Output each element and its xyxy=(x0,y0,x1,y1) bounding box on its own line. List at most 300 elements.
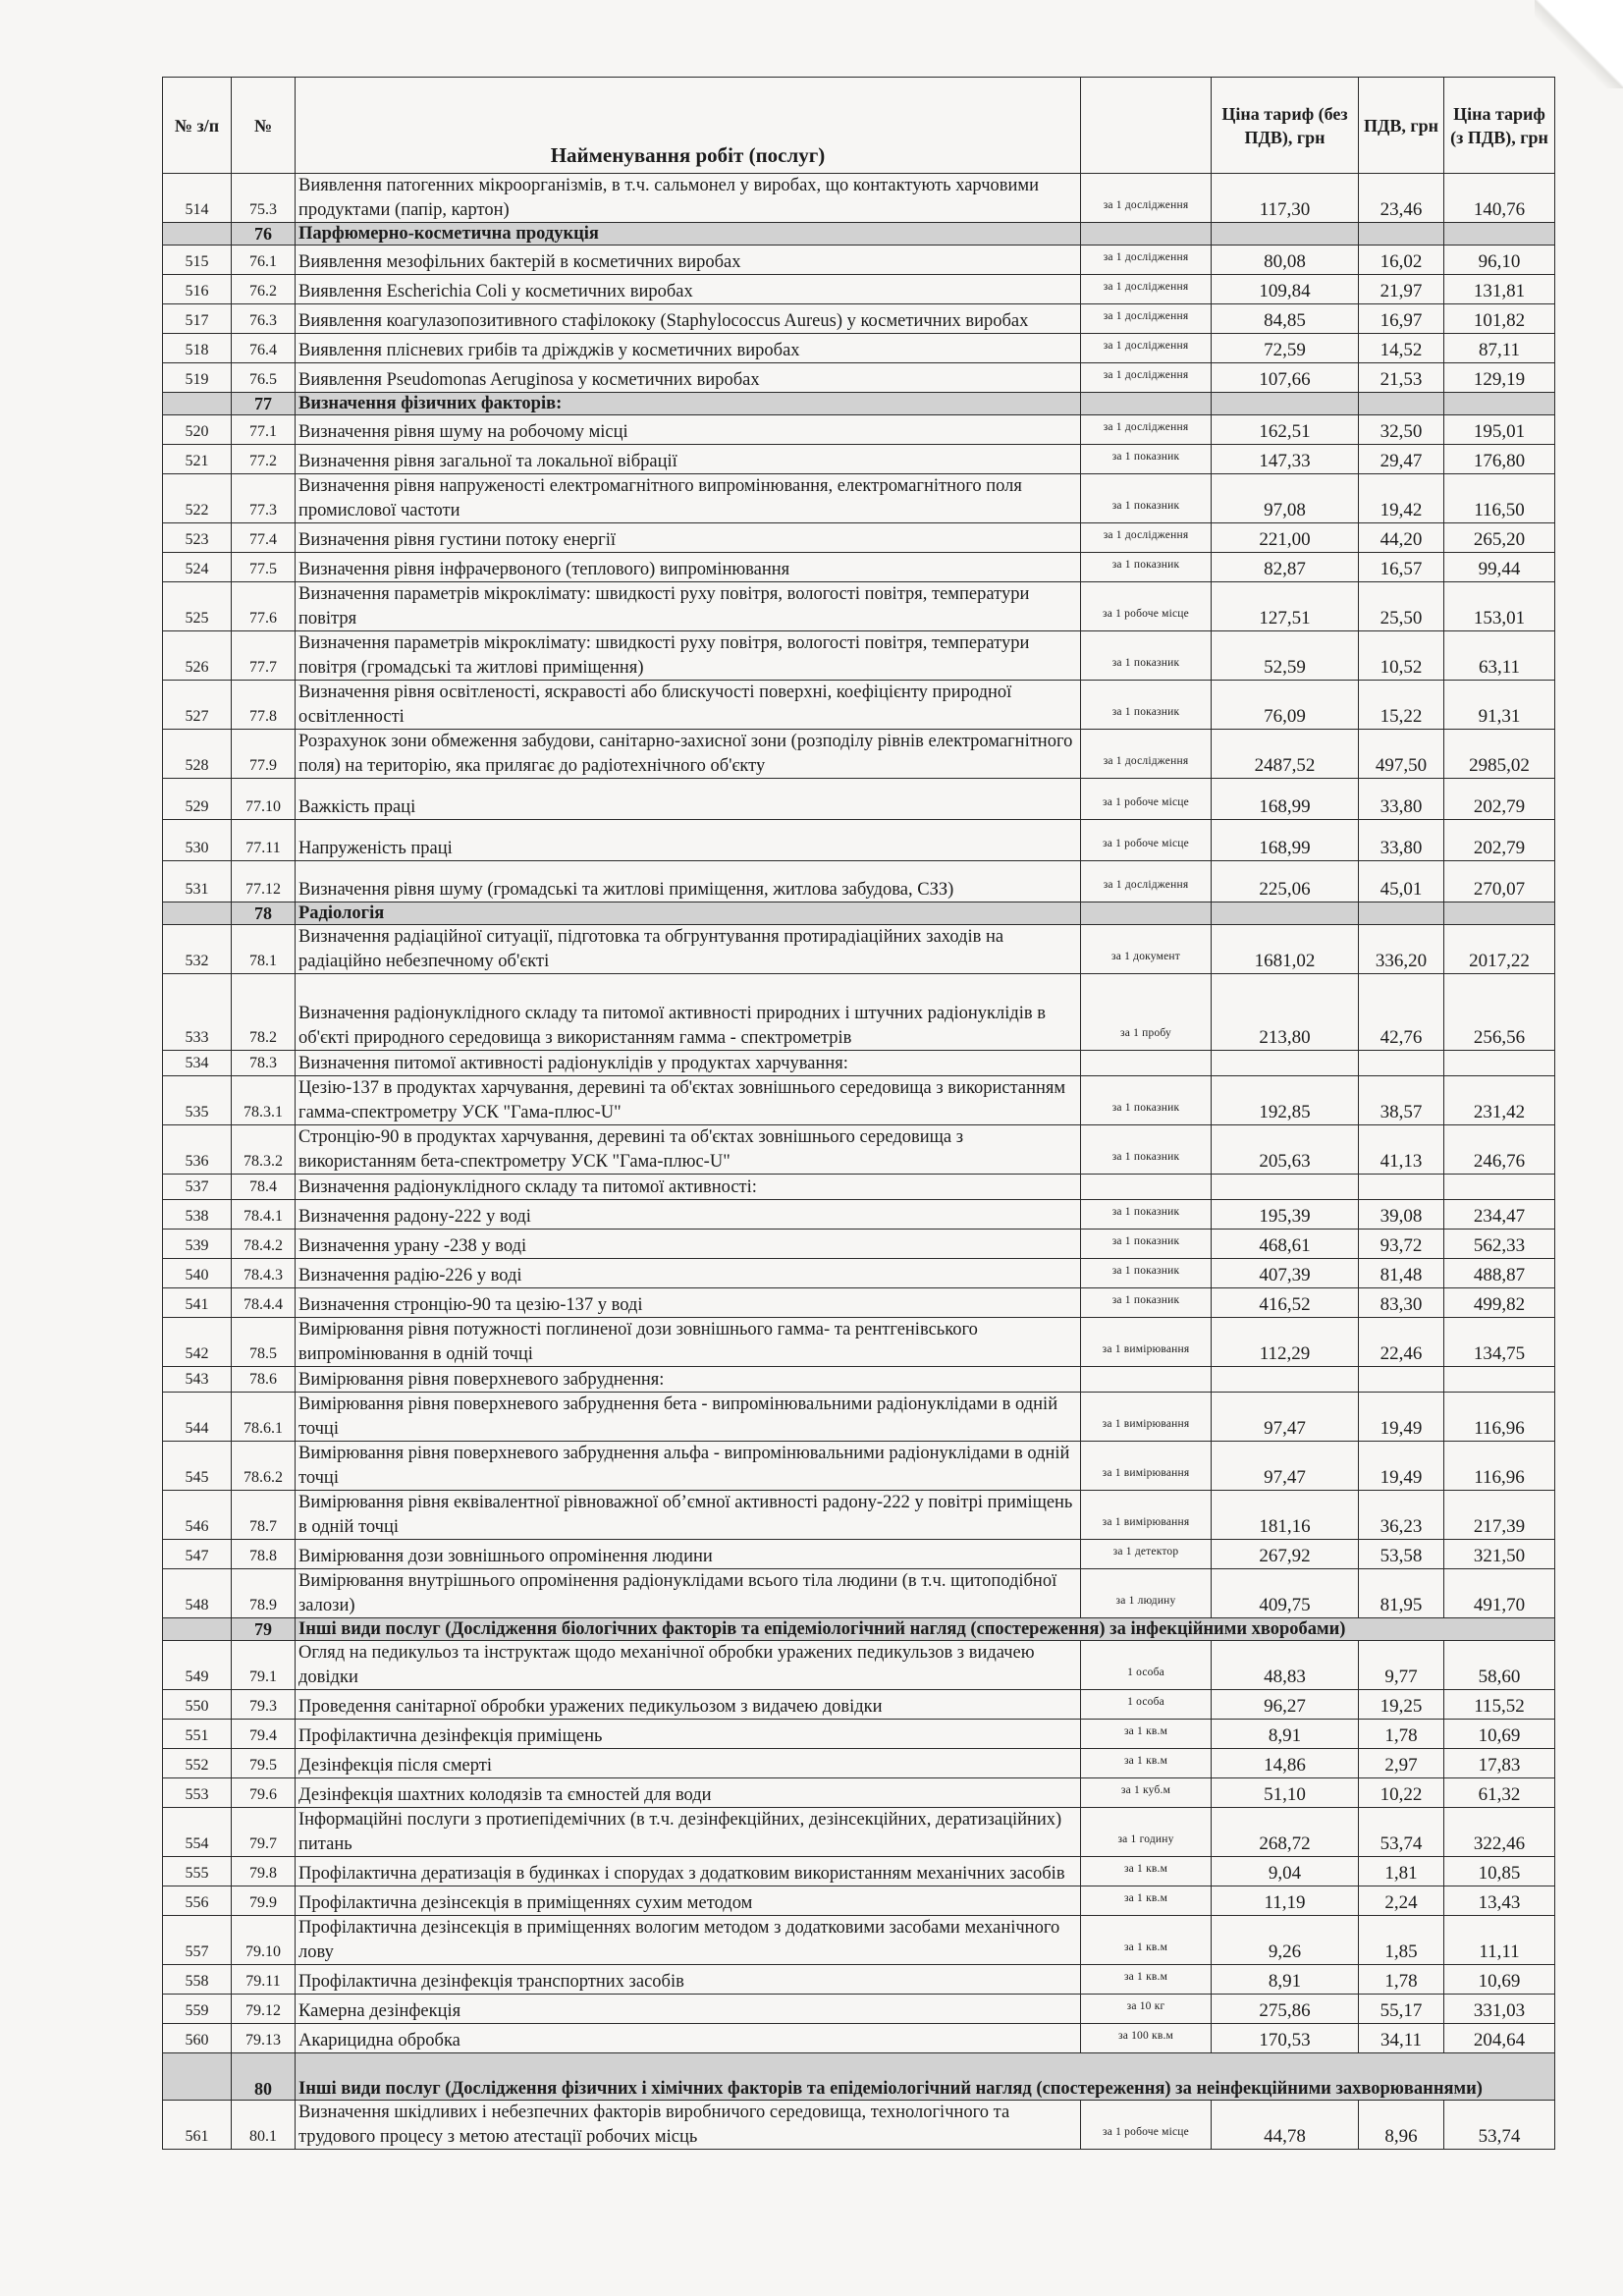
section-title: Парфюмерно-косметична продукція xyxy=(296,223,1081,246)
table-row xyxy=(163,779,1555,820)
row-vat: 1,85 xyxy=(1359,1916,1444,1965)
row-name: Акарицидна обробка xyxy=(296,2024,1081,2053)
row-total: 499,82 xyxy=(1444,1288,1555,1318)
row-code: 79.10 xyxy=(232,1916,296,1965)
row-vat: 1,78 xyxy=(1359,1720,1444,1749)
row-code: 78.6 xyxy=(232,1367,296,1393)
row-unit: за 1 показник xyxy=(1081,445,1212,474)
row-price: 170,53 xyxy=(1212,2024,1359,2053)
row-unit: за 1 показник xyxy=(1081,1076,1212,1125)
row-code: 78.4.3 xyxy=(232,1259,296,1288)
row-number: 518 xyxy=(163,334,232,363)
row-vat: 15,22 xyxy=(1359,681,1444,730)
row-vat: 45,01 xyxy=(1359,861,1444,902)
row-price: 9,04 xyxy=(1212,1857,1359,1886)
row-number: 556 xyxy=(163,1886,232,1916)
row-vat: 81,48 xyxy=(1359,1259,1444,1288)
row-code: 77.8 xyxy=(232,681,296,730)
table-row xyxy=(163,246,1555,275)
row-unit: за 1 показник xyxy=(1081,1200,1212,1230)
row-code: 76.3 xyxy=(232,304,296,334)
row-price: 14,86 xyxy=(1212,1749,1359,1778)
section-code: 76 xyxy=(232,223,296,246)
row-number: 548 xyxy=(163,1569,232,1618)
row-price: 82,87 xyxy=(1212,553,1359,582)
row-code: 79.13 xyxy=(232,2024,296,2053)
row-name: Визначення радону-222 у воді xyxy=(296,1200,1081,1230)
header-code: № xyxy=(232,78,296,174)
row-code: 79.8 xyxy=(232,1857,296,1886)
row-unit: за 1 показник xyxy=(1081,631,1212,681)
row-code: 79.7 xyxy=(232,1808,296,1857)
row-total: 488,87 xyxy=(1444,1259,1555,1288)
row-code: 76.4 xyxy=(232,334,296,363)
row-name: Визначення шкідливих і небезпечних факторів виробничого середовища, технологічного та трудового процесу з метою атестації робочих місць xyxy=(296,2101,1081,2150)
row-vat: 53,58 xyxy=(1359,1540,1444,1569)
row-number: 514 xyxy=(163,174,232,223)
row-name: Розрахунок зони обмеження забудови, санітарно-захисної зони (розподілу рівнів електромагнітного поля) на територію, яка прилягає до радіотехнічного об'єкту xyxy=(296,730,1081,779)
row-total: 11,11 xyxy=(1444,1916,1555,1965)
row-name: Проведення санітарної обробки уражених педикульозом з видачею довідки xyxy=(296,1690,1081,1720)
row-name: Профілактична дератизація в будинках і спорудах з додатковим використанням механічних засобів xyxy=(296,1857,1081,1886)
row-unit: за 1 вимірювання xyxy=(1081,1393,1212,1442)
row-total: 140,76 xyxy=(1444,174,1555,223)
row-name: Виявлення плісневих грибів та дріжджів у косметичних виробах xyxy=(296,334,1081,363)
row-name: Визначення рівня загальної та локальної вібрації xyxy=(296,445,1081,474)
row-unit: за 1 кв.м xyxy=(1081,1916,1212,1965)
row-number: 536 xyxy=(163,1125,232,1175)
row-price xyxy=(1212,1175,1359,1200)
section-empty-cell xyxy=(163,223,232,246)
table-row xyxy=(163,1175,1555,1200)
row-code: 78.8 xyxy=(232,1540,296,1569)
table-row xyxy=(163,730,1555,779)
section-title: Інші види послуг (Дослідження фізичних і хімічних факторів та епідеміологічний нагляд (спостереження) за неінфекційними захворюваннями) xyxy=(296,2053,1555,2101)
row-total: 270,07 xyxy=(1444,861,1555,902)
row-code: 79.5 xyxy=(232,1749,296,1778)
tariff-table xyxy=(162,77,1555,2150)
row-name: Вимірювання рівня еквівалентної рівноважної об’ємної активності радону-222 у повітрі приміщень в одній точці xyxy=(296,1491,1081,1540)
row-price: 51,10 xyxy=(1212,1778,1359,1808)
row-unit: за 1 показник xyxy=(1081,1288,1212,1318)
row-price: 168,99 xyxy=(1212,779,1359,820)
row-unit: за 1 показник xyxy=(1081,1259,1212,1288)
row-number: 522 xyxy=(163,474,232,523)
row-number: 547 xyxy=(163,1540,232,1569)
row-total: 491,70 xyxy=(1444,1569,1555,1618)
row-name: Виявлення Escherichia Coli у косметичних виробах xyxy=(296,275,1081,304)
row-code: 78.9 xyxy=(232,1569,296,1618)
row-price: 267,92 xyxy=(1212,1540,1359,1569)
row-code: 77.5 xyxy=(232,553,296,582)
table-header-row xyxy=(163,78,1555,174)
row-unit: за 1 показник xyxy=(1081,1125,1212,1175)
row-unit: за 1 кв.м xyxy=(1081,1720,1212,1749)
row-number: 558 xyxy=(163,1965,232,1995)
table-row xyxy=(163,174,1555,223)
row-number: 545 xyxy=(163,1442,232,1491)
section-title: Радіологія xyxy=(296,902,1081,925)
row-unit: за 1 показник xyxy=(1081,1230,1212,1259)
row-price: 44,78 xyxy=(1212,2101,1359,2150)
row-vat: 93,72 xyxy=(1359,1230,1444,1259)
row-total: 256,56 xyxy=(1444,974,1555,1051)
table-row xyxy=(163,1569,1555,1618)
row-total: 17,83 xyxy=(1444,1749,1555,1778)
section-code: 77 xyxy=(232,393,296,415)
row-unit: за 1 дослідження xyxy=(1081,334,1212,363)
table-row xyxy=(163,1857,1555,1886)
section-empty-cell xyxy=(1212,902,1359,925)
row-total: 246,76 xyxy=(1444,1125,1555,1175)
row-name: Вимірювання рівня потужності поглиненої дози зовнішнього гамма- та рентгенівського випромінювання в одній точці xyxy=(296,1318,1081,1367)
row-total: 96,10 xyxy=(1444,246,1555,275)
row-name: Виявлення коагулазопозитивного стафілококу (Staphylococcus Aureus) у косметичних виробах xyxy=(296,304,1081,334)
row-price: 147,33 xyxy=(1212,445,1359,474)
row-total: 115,52 xyxy=(1444,1690,1555,1720)
table-row xyxy=(163,553,1555,582)
row-number: 531 xyxy=(163,861,232,902)
row-total: 131,81 xyxy=(1444,275,1555,304)
table-row xyxy=(163,1916,1555,1965)
header-unit xyxy=(1081,78,1212,174)
row-price: 9,26 xyxy=(1212,1916,1359,1965)
row-number: 560 xyxy=(163,2024,232,2053)
row-vat: 33,80 xyxy=(1359,820,1444,861)
row-name: Вимірювання рівня поверхневого забруднення альфа - випромінювальними радіонуклідами в одній точці xyxy=(296,1442,1081,1491)
row-code: 79.9 xyxy=(232,1886,296,1916)
row-number: 527 xyxy=(163,681,232,730)
row-number: 559 xyxy=(163,1995,232,2024)
row-number: 517 xyxy=(163,304,232,334)
table-row xyxy=(163,582,1555,631)
row-price: 205,63 xyxy=(1212,1125,1359,1175)
row-unit: за 1 дослідження xyxy=(1081,246,1212,275)
row-total: 234,47 xyxy=(1444,1200,1555,1230)
row-code: 75.3 xyxy=(232,174,296,223)
row-name: Профілактична дезінсекція в приміщеннях вологим методом з додатковими засобами механічного лову xyxy=(296,1916,1081,1965)
table-row xyxy=(163,445,1555,474)
table-row xyxy=(163,1259,1555,1288)
row-total: 101,82 xyxy=(1444,304,1555,334)
table-row xyxy=(163,1125,1555,1175)
row-price: 84,85 xyxy=(1212,304,1359,334)
row-price: 162,51 xyxy=(1212,415,1359,445)
section-code: 78 xyxy=(232,902,296,925)
row-number: 516 xyxy=(163,275,232,304)
row-total: 195,01 xyxy=(1444,415,1555,445)
row-vat: 14,52 xyxy=(1359,334,1444,363)
section-row xyxy=(163,1618,1555,1641)
row-vat: 81,95 xyxy=(1359,1569,1444,1618)
row-unit: за 1 людину xyxy=(1081,1569,1212,1618)
row-price: 407,39 xyxy=(1212,1259,1359,1288)
row-vat: 22,46 xyxy=(1359,1318,1444,1367)
row-name: Визначення рівня густини потоку енергії xyxy=(296,523,1081,553)
section-row xyxy=(163,902,1555,925)
row-vat: 16,02 xyxy=(1359,246,1444,275)
row-vat xyxy=(1359,1175,1444,1200)
row-price: 8,91 xyxy=(1212,1720,1359,1749)
table-row xyxy=(163,474,1555,523)
table-row xyxy=(163,1778,1555,1808)
row-total: 217,39 xyxy=(1444,1491,1555,1540)
row-price: 192,85 xyxy=(1212,1076,1359,1125)
row-name: Профілактична дезінфекція приміщень xyxy=(296,1720,1081,1749)
row-number: 546 xyxy=(163,1491,232,1540)
row-name: Профілактична дезінфекція транспортних засобів xyxy=(296,1965,1081,1995)
row-total: 10,69 xyxy=(1444,1965,1555,1995)
row-unit: за 1 дослідження xyxy=(1081,861,1212,902)
table-row xyxy=(163,1442,1555,1491)
row-name: Виявлення патогенних мікроорганізмів, в т.ч. сальмонел у виробах, що контактують харчовими продуктами (папір, картон) xyxy=(296,174,1081,223)
header-no: № з/п xyxy=(163,78,232,174)
row-unit: за 1 дослідження xyxy=(1081,523,1212,553)
row-code: 78.3.1 xyxy=(232,1076,296,1125)
row-number: 530 xyxy=(163,820,232,861)
header-name: Найменування робіт (послуг) xyxy=(296,78,1081,174)
section-code: 79 xyxy=(232,1618,296,1641)
table-row xyxy=(163,1200,1555,1230)
row-price: 76,09 xyxy=(1212,681,1359,730)
row-vat: 497,50 xyxy=(1359,730,1444,779)
row-number: 541 xyxy=(163,1288,232,1318)
section-empty-cell xyxy=(1444,902,1555,925)
row-unit: за 10 кг xyxy=(1081,1995,1212,2024)
row-name: Профілактична дезінсекція в приміщеннях сухим методом xyxy=(296,1886,1081,1916)
row-price: 112,29 xyxy=(1212,1318,1359,1367)
row-vat: 32,50 xyxy=(1359,415,1444,445)
section-row xyxy=(163,2053,1555,2101)
table-row xyxy=(163,925,1555,974)
row-number: 544 xyxy=(163,1393,232,1442)
table-row xyxy=(163,334,1555,363)
row-vat: 19,25 xyxy=(1359,1690,1444,1720)
row-unit: за 1 вимірювання xyxy=(1081,1442,1212,1491)
row-unit: за 100 кв.м xyxy=(1081,2024,1212,2053)
row-code: 76.1 xyxy=(232,246,296,275)
row-total: 10,69 xyxy=(1444,1720,1555,1749)
table-row xyxy=(163,1641,1555,1690)
row-price: 109,84 xyxy=(1212,275,1359,304)
row-total: 53,74 xyxy=(1444,2101,1555,2150)
row-unit: за 1 показник xyxy=(1081,474,1212,523)
table-row xyxy=(163,974,1555,1051)
section-empty-cell xyxy=(1212,393,1359,415)
row-number: 525 xyxy=(163,582,232,631)
row-total: 116,50 xyxy=(1444,474,1555,523)
table-row xyxy=(163,1051,1555,1076)
section-title: Визначення фізичних факторів: xyxy=(296,393,1081,415)
row-vat: 23,46 xyxy=(1359,174,1444,223)
row-price xyxy=(1212,1051,1359,1076)
row-total: 129,19 xyxy=(1444,363,1555,393)
row-number: 529 xyxy=(163,779,232,820)
row-number: 524 xyxy=(163,553,232,582)
row-total xyxy=(1444,1175,1555,1200)
row-name: Визначення рівня напруженості електромагнітного випромінювання, електромагнітного поля промислової частоти xyxy=(296,474,1081,523)
section-empty-cell xyxy=(1081,223,1212,246)
table-row xyxy=(163,1965,1555,1995)
row-unit xyxy=(1081,1367,1212,1393)
row-total: 562,33 xyxy=(1444,1230,1555,1259)
row-price: 117,30 xyxy=(1212,174,1359,223)
row-unit: 1 особа xyxy=(1081,1690,1212,1720)
row-vat: 29,47 xyxy=(1359,445,1444,474)
row-code: 78.7 xyxy=(232,1491,296,1540)
table-body xyxy=(163,174,1555,2150)
table-row xyxy=(163,1749,1555,1778)
table-row xyxy=(163,1367,1555,1393)
row-price: 127,51 xyxy=(1212,582,1359,631)
row-total: 231,42 xyxy=(1444,1076,1555,1125)
row-total xyxy=(1444,1051,1555,1076)
row-price: 52,59 xyxy=(1212,631,1359,681)
row-total: 321,50 xyxy=(1444,1540,1555,1569)
row-vat: 16,57 xyxy=(1359,553,1444,582)
row-unit: за 1 вимірювання xyxy=(1081,1491,1212,1540)
row-unit: за 1 дослідження xyxy=(1081,304,1212,334)
row-vat: 1,78 xyxy=(1359,1965,1444,1995)
row-code: 78.2 xyxy=(232,974,296,1051)
table-row xyxy=(163,1808,1555,1857)
row-name: Визначення радіаційної ситуації, підготовка та обгрунтування протирадіаційних заходів на радіаційно небезпечному об'єкті xyxy=(296,925,1081,974)
row-unit xyxy=(1081,1051,1212,1076)
table-row xyxy=(163,415,1555,445)
row-name: Виявлення мезофільних бактерій в косметичних виробах xyxy=(296,246,1081,275)
row-name: Визначення параметрів мікроклімату: швидкості руху повітря, вологості повітря, температури повітря xyxy=(296,582,1081,631)
row-total: 63,11 xyxy=(1444,631,1555,681)
section-row xyxy=(163,393,1555,415)
row-code: 77.7 xyxy=(232,631,296,681)
table-row xyxy=(163,2101,1555,2150)
row-vat: 9,77 xyxy=(1359,1641,1444,1690)
row-code: 77.4 xyxy=(232,523,296,553)
row-code: 77.3 xyxy=(232,474,296,523)
row-number: 519 xyxy=(163,363,232,393)
row-unit: за 1 робоче місце xyxy=(1081,820,1212,861)
row-vat: 21,97 xyxy=(1359,275,1444,304)
row-total: 91,31 xyxy=(1444,681,1555,730)
row-code: 77.12 xyxy=(232,861,296,902)
section-row xyxy=(163,223,1555,246)
table-row xyxy=(163,523,1555,553)
row-total: 2985,02 xyxy=(1444,730,1555,779)
row-number: 515 xyxy=(163,246,232,275)
row-vat: 38,57 xyxy=(1359,1076,1444,1125)
row-unit: за 1 кв.м xyxy=(1081,1965,1212,1995)
row-number: 550 xyxy=(163,1690,232,1720)
row-vat: 42,76 xyxy=(1359,974,1444,1051)
row-vat: 36,23 xyxy=(1359,1491,1444,1540)
row-number: 537 xyxy=(163,1175,232,1200)
row-name: Визначення урану -238 у воді xyxy=(296,1230,1081,1259)
row-number: 535 xyxy=(163,1076,232,1125)
table-row xyxy=(163,1886,1555,1916)
row-name: Визначення рівня освітленості, яскравості або блискучості поверхні, коефіцієнту природної освітленності xyxy=(296,681,1081,730)
row-number: 526 xyxy=(163,631,232,681)
row-number: 551 xyxy=(163,1720,232,1749)
row-name: Цезію-137 в продуктах харчування, деревині та об'єктах зовнішнього середовища з використанням гамма-спектрометру УСК "Гама-плюс-U" xyxy=(296,1076,1081,1125)
row-code: 78.5 xyxy=(232,1318,296,1367)
section-empty-cell xyxy=(1444,223,1555,246)
section-empty-cell xyxy=(163,2053,232,2101)
row-unit: за 1 дослідження xyxy=(1081,275,1212,304)
row-number: 532 xyxy=(163,925,232,974)
row-total: 99,44 xyxy=(1444,553,1555,582)
row-total: 153,01 xyxy=(1444,582,1555,631)
row-unit: за 1 робоче місце xyxy=(1081,779,1212,820)
row-price: 96,27 xyxy=(1212,1690,1359,1720)
row-name: Інформаційні послуги з протиепідемічних (в т.ч. дезінфекційних, дезінсекційних, дератизаційних) питань xyxy=(296,1808,1081,1857)
row-price: 97,47 xyxy=(1212,1442,1359,1491)
row-number: 538 xyxy=(163,1200,232,1230)
row-price: 225,06 xyxy=(1212,861,1359,902)
row-price: 2487,52 xyxy=(1212,730,1359,779)
row-total: 61,32 xyxy=(1444,1778,1555,1808)
section-empty-cell xyxy=(1359,393,1444,415)
row-price: 181,16 xyxy=(1212,1491,1359,1540)
row-vat: 33,80 xyxy=(1359,779,1444,820)
row-name: Вимірювання внутрішнього опромінення радіонуклідами всього тіла людини (в т.ч. щитоподібної залози) xyxy=(296,1569,1081,1618)
row-number: 543 xyxy=(163,1367,232,1393)
row-name: Напруженість праці xyxy=(296,820,1081,861)
row-code: 79.12 xyxy=(232,1995,296,2024)
row-name: Важкість праці xyxy=(296,779,1081,820)
row-number: 552 xyxy=(163,1749,232,1778)
row-code: 78.4.1 xyxy=(232,1200,296,1230)
row-code: 77.11 xyxy=(232,820,296,861)
row-total: 265,20 xyxy=(1444,523,1555,553)
row-price: 107,66 xyxy=(1212,363,1359,393)
section-title: Інші види послуг (Дослідження біологічних факторів та епідеміологічний нагляд (спостереження) за інфекційними хворобами) xyxy=(296,1618,1555,1641)
row-unit xyxy=(1081,1175,1212,1200)
table-row xyxy=(163,820,1555,861)
row-name: Дезінфекція після смерті xyxy=(296,1749,1081,1778)
row-unit: за 1 дослідження xyxy=(1081,174,1212,223)
row-vat: 8,96 xyxy=(1359,2101,1444,2150)
row-price: 213,80 xyxy=(1212,974,1359,1051)
table-row xyxy=(163,1288,1555,1318)
table-row xyxy=(163,1491,1555,1540)
row-number: 557 xyxy=(163,1916,232,1965)
section-empty-cell xyxy=(1444,393,1555,415)
section-code: 80 xyxy=(232,2053,296,2101)
row-vat: 41,13 xyxy=(1359,1125,1444,1175)
row-code: 77.6 xyxy=(232,582,296,631)
row-code: 77.9 xyxy=(232,730,296,779)
row-code: 79.6 xyxy=(232,1778,296,1808)
row-vat xyxy=(1359,1367,1444,1393)
row-vat: 16,97 xyxy=(1359,304,1444,334)
row-code: 78.6.2 xyxy=(232,1442,296,1491)
row-number: 521 xyxy=(163,445,232,474)
row-total: 202,79 xyxy=(1444,820,1555,861)
row-total: 10,85 xyxy=(1444,1857,1555,1886)
row-unit: за 1 детектор xyxy=(1081,1540,1212,1569)
row-number: 528 xyxy=(163,730,232,779)
row-vat: 39,08 xyxy=(1359,1200,1444,1230)
row-code: 79.3 xyxy=(232,1690,296,1720)
row-code: 78.6.1 xyxy=(232,1393,296,1442)
row-total: 202,79 xyxy=(1444,779,1555,820)
table-row xyxy=(163,304,1555,334)
row-name: Визначення параметрів мікроклімату: швидкості руху повітря, вологості повітря, температури повітря (громадські та житлові приміщення) xyxy=(296,631,1081,681)
row-total: 58,60 xyxy=(1444,1641,1555,1690)
row-vat: 19,49 xyxy=(1359,1442,1444,1491)
row-price: 168,99 xyxy=(1212,820,1359,861)
row-number: 523 xyxy=(163,523,232,553)
